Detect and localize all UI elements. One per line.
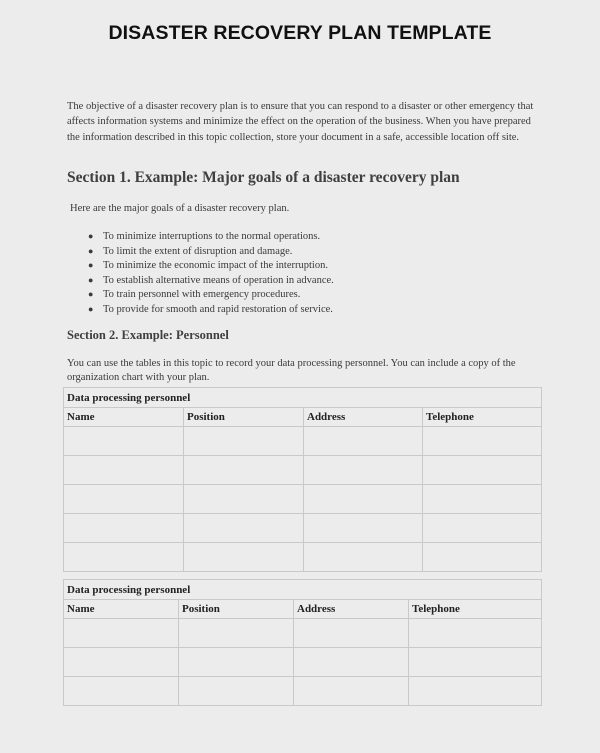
list-item [88,244,334,259]
table-row [64,514,542,543]
column-header-position: Position [179,600,294,619]
table-cell[interactable] [423,543,542,572]
bullet-icon: ● [88,245,94,256]
table-cell[interactable] [184,485,304,514]
table-row [64,619,542,648]
table-cell[interactable] [294,648,409,677]
table-cell[interactable] [294,677,409,706]
table-cell[interactable] [179,677,294,706]
table-cell[interactable] [184,543,304,572]
table-cell[interactable] [304,514,423,543]
table-row [64,648,542,677]
document-title: DISASTER RECOVERY PLAN TEMPLATE [108,22,492,44]
table-cell[interactable] [64,514,184,543]
table-row [64,677,542,706]
intro-paragraph: The objective of a disaster recovery plan is to ensure that you can respond to a disaster or other emergency that affects information systems and minimize the effect on the operation of the business. When you have prepared the information described in this topic collection, store your document in a safe, accessible location off site. [67,101,534,143]
table-cell[interactable] [184,514,304,543]
personnel-table-1 [63,387,542,572]
bullet-icon: ● [88,231,94,241]
table-row [64,543,542,572]
table-cell[interactable] [294,619,409,648]
table-cell[interactable] [409,619,542,648]
column-header-address: Address [304,408,423,427]
table-row [64,485,542,514]
bullet-icon: ● [88,289,94,299]
table-cell[interactable] [64,543,184,572]
bullet-icon: ● [88,274,94,285]
table-cell[interactable] [423,514,542,543]
section-2-paragraph: You can use the tables in this topic to record your data processing personnel. You can include a copy of the organization chart with your plan. [67,358,516,383]
table-cell[interactable] [184,427,304,456]
table-caption: Data processing personnel [64,388,542,408]
goals-list [88,229,334,316]
column-header-position: Position [184,408,304,427]
column-header-name: Name [64,600,179,619]
list-item [88,258,334,273]
bullet-icon: ● [88,303,94,314]
table-row [64,456,542,485]
column-header-address: Address [294,600,409,619]
table-cell[interactable] [64,456,184,485]
list-item [88,273,334,288]
table-cell[interactable] [409,677,542,706]
table-cell[interactable] [423,485,542,514]
personnel-table-2 [63,579,542,706]
table-cell[interactable] [64,619,179,648]
table-caption: Data processing personnel [64,580,542,600]
list-item [88,302,334,317]
goal-text: To limit the extent of disruption and damage. [103,245,293,257]
table-cell[interactable] [304,427,423,456]
column-header-name: Name [64,408,184,427]
table-cell[interactable] [64,648,179,677]
table-cell[interactable] [179,648,294,677]
table-cell[interactable] [64,485,184,514]
table-cell[interactable] [184,456,304,485]
table-cell[interactable] [409,648,542,677]
goal-text: To establish alternative means of operation in advance. [103,274,334,286]
section-2-heading: Section 2. Example: Personnel [67,328,229,342]
goal-text: To provide for smooth and rapid restoration of service. [103,303,333,315]
column-header-telephone: Telephone [409,600,542,619]
goal-text: To minimize interruptions to the normal operations. [103,231,321,242]
column-header-telephone: Telephone [423,408,542,427]
section-1-heading: Section 1. Example: Major goals of a disaster recovery plan [67,169,460,186]
goal-text: To train personnel with emergency procedures. [103,289,301,300]
list-item [88,287,334,302]
section-1-lead: Here are the major goals of a disaster recovery plan. [70,203,290,214]
table-row [64,427,542,456]
goal-text: To minimize the economic impact of the interruption. [103,260,328,271]
table-cell[interactable] [304,456,423,485]
table-cell[interactable] [423,427,542,456]
table-cell[interactable] [179,619,294,648]
table-cell[interactable] [304,543,423,572]
table-cell[interactable] [304,485,423,514]
table-cell[interactable] [423,456,542,485]
list-item [88,229,334,244]
bullet-icon: ● [88,260,94,270]
table-cell[interactable] [64,677,179,706]
table-cell[interactable] [64,427,184,456]
